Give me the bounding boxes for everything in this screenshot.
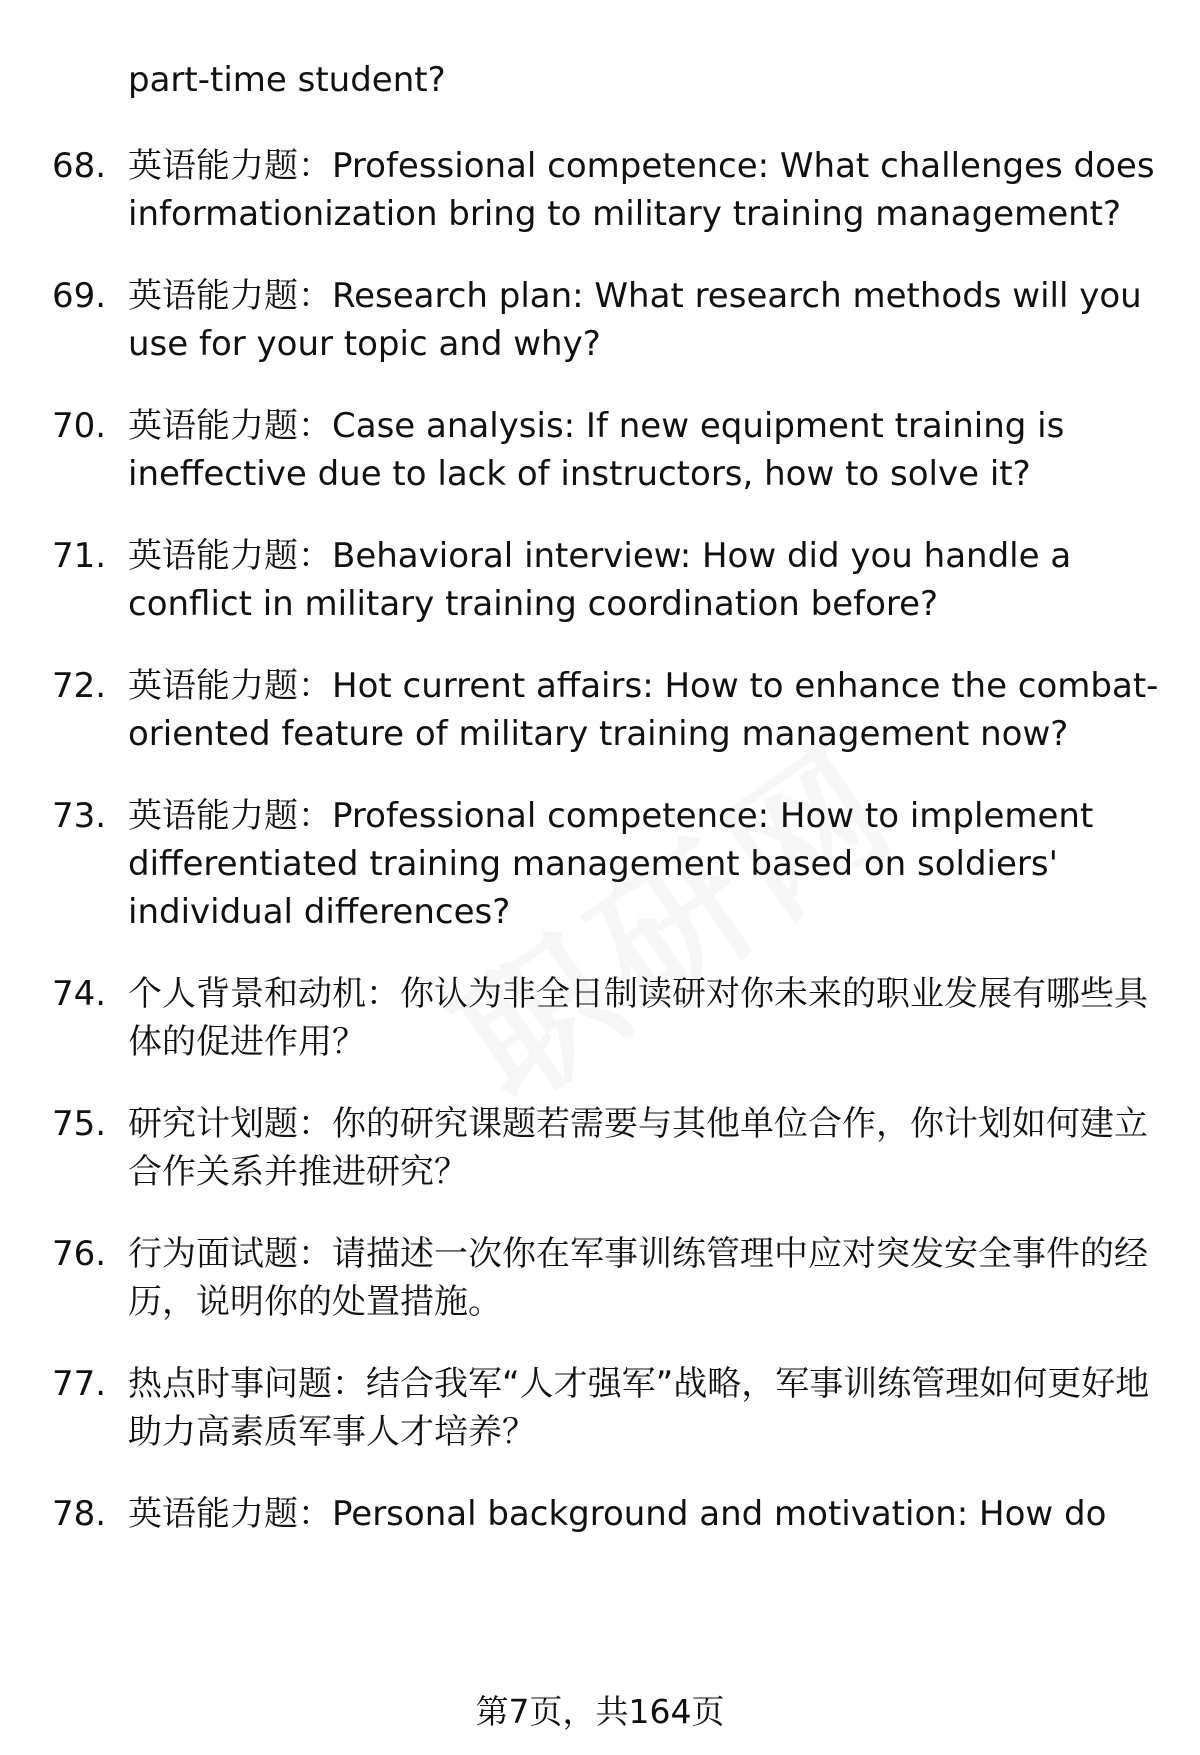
question-item [52, 970, 1168, 1066]
question-number: 73. [52, 796, 107, 836]
question-text: 热点时事问题：结合我军“人才强军”战略，军事训练管理如何更好地助力高素质军事人才培养？ [128, 1364, 1150, 1452]
question-text: 英语能力题：Research plan: What research methods will you use for your topic and why? [128, 276, 1142, 364]
question-item [52, 1230, 1168, 1326]
question-number: 76. [52, 1234, 107, 1274]
question-number: 69. [52, 276, 107, 316]
question-list [52, 142, 1168, 1572]
question-text: 英语能力题：Hot current affairs: How to enhance the combat-oriented feature of military training management now? [128, 666, 1159, 754]
question-item [52, 792, 1168, 936]
question-item [52, 532, 1168, 628]
question-item [52, 1490, 1168, 1538]
question-text: 英语能力题：Behavioral interview: How did you handle a conflict in military training coordination before? [128, 536, 1072, 624]
page-footer: 第7页，共164页 [475, 1692, 725, 1731]
question-number: 70. [52, 406, 107, 446]
question-number: 78. [52, 1494, 107, 1534]
question-item [52, 272, 1168, 368]
question-text: 英语能力题：Professional competence: What challenges does informationization bring to military training management? [128, 146, 1155, 234]
question-item [52, 142, 1168, 238]
question-text: 个人背景和动机：你认为非全日制读研对你未来的职业发展有哪些具体的促进作用？ [128, 974, 1148, 1062]
question-number: 72. [52, 666, 107, 706]
question-text: 英语能力题：Personal background and motivation: How do [128, 1494, 1107, 1534]
question-number: 77. [52, 1364, 107, 1404]
question-text: 研究计划题：你的研究课题若需要与其他单位合作，你计划如何建立合作关系并推进研究？ [128, 1104, 1148, 1192]
continuation-text: part-time student? [128, 60, 446, 100]
question-text: 英语能力题：Case analysis: If new equipment training is ineffective due to lack of instructors, how to solve it? [128, 406, 1065, 494]
question-text: 英语能力题：Professional competence: How to implement differentiated training management based on soldiers' individual differences? [128, 796, 1094, 932]
question-number: 75. [52, 1104, 107, 1144]
question-item [52, 1100, 1168, 1196]
question-item [52, 1360, 1168, 1456]
question-item [52, 402, 1168, 498]
question-item [52, 662, 1168, 758]
question-text: 行为面试题：请描述一次你在军事训练管理中应对突发安全事件的经历，说明你的处置措施。 [128, 1234, 1148, 1322]
question-number: 71. [52, 536, 107, 576]
question-number: 74. [52, 974, 107, 1014]
question-number: 68. [52, 146, 107, 186]
